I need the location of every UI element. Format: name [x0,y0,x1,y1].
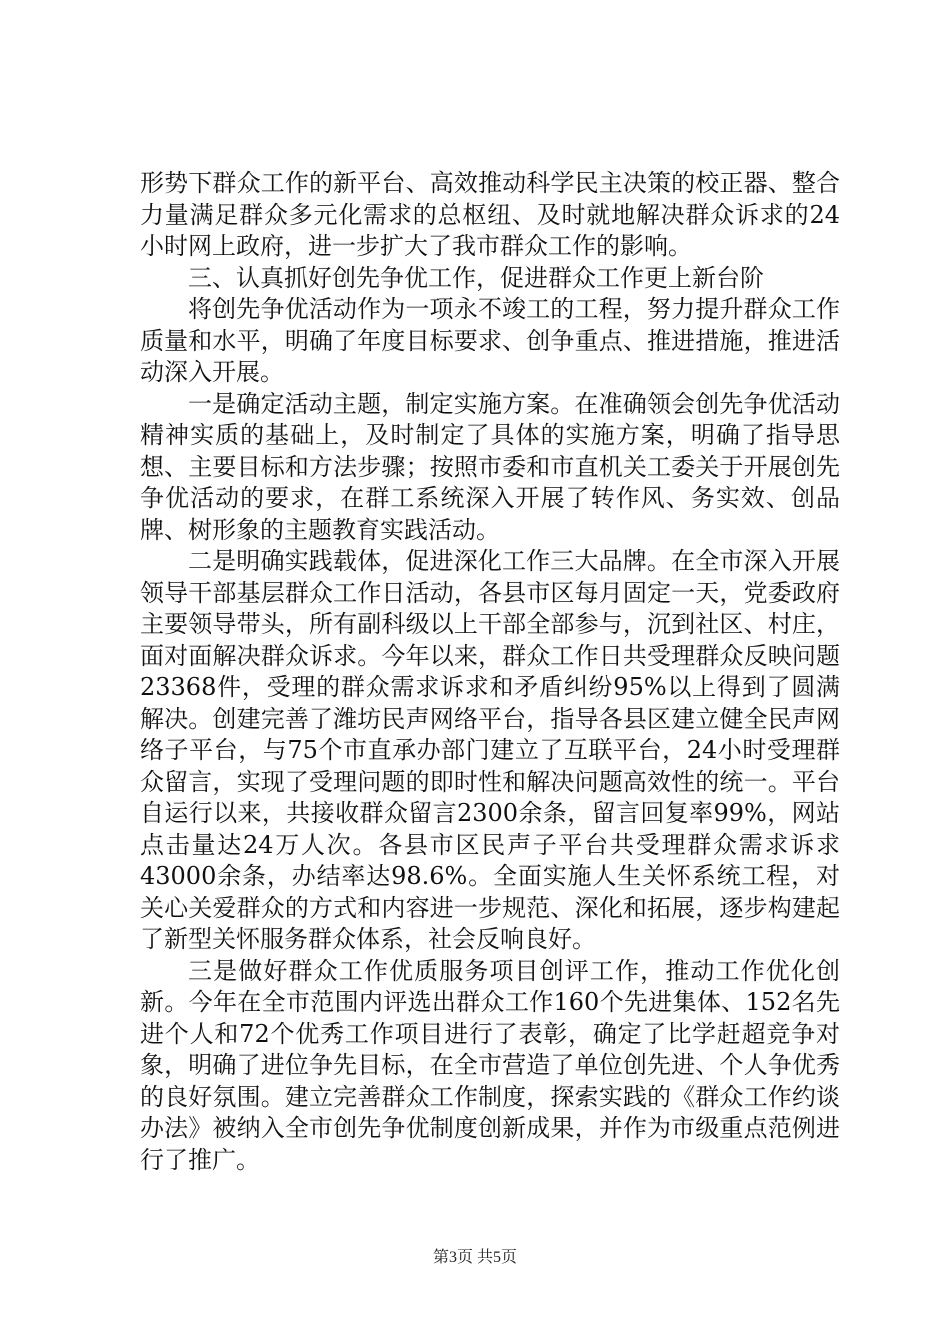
section-heading: 三、认真抓好创先争优工作，促进群众工作更上新台阶 [188,263,764,292]
paragraph-point-three: 三是做好群众工作优质服务项目创评工作，推动工作优化创新。今年在全市范围内评选出群众工作160个先进集体、152名先进个人和72个优秀工作项目进行了表彰，确定了比学赶超竞争对象，明确了进位争先目标，在全市营造了单位创先进、个人争优秀的良好氛围。建立完善群众工作制度，探索实践的《群众工作约谈办法》被纳入全市创先争优制度创新成果，并作为市级重点范例进行了推广。 [140,956,840,1174]
paragraph-point-one: 一是确定活动主题，制定实施方案。在准确领会创先争优活动精神实质的基础上，及时制定了具体的实施方案，明确了指导思想、主要目标和方法步骤；按照市委和市直机关工委关于开展创先争优活动的要求，在群工系统深入开展了转作风、务实效、创品牌、树形象的主题教育实践活动。 [140,389,840,544]
paragraph-intro: 将创先争优活动作为一项永不竣工的工程，努力提升群众工作质量和水平，明确了年度目标要求、创争重点、推进措施，推进活动深入开展。 [140,295,840,386]
paragraph-continuation: 形势下群众工作的新平台、高效推动科学民主决策的校正器、整合力量满足群众多元化需求的总枢纽、及时就地解决群众诉求的24小时网上政府，进一步扩大了我市群众工作的影响。 [140,169,840,260]
paragraph-point-two: 二是明确实践载体，促进深化工作三大品牌。在全市深入开展领导干部基层群众工作日活动，各县市区每月固定一天，党委政府主要领导带头，所有副科级以上干部全部参与，沉到社区、村庄，面对面解决群众诉求。今年以来，群众工作日共受理群众反映问题23368件，受理的群众需求诉求和矛盾纠纷95%以上得到了圆满解决。创建完善了潍坊民声网络平台，指导各县区建立健全民声网络子平台，与75个市直承办部门建立了互联平台，24小时受理群众留言，实现了受理问题的即时性和解决问题高效性的统一。平台自运行以来，共接收群众留言2300余条，留言回复率99%，网站点击量达24万人次。各县市区民声子平台共受理群众需求诉求43000余条，办结率达98.6%。全面实施人生关怀系统工程，对关心关爱群众的方式和内容进一步规范、深化和拓展，逐步构建起了新型关怀服务群众体系，社会反响良好。 [140,547,840,953]
page-number-footer: 第3页 共5页 [432,1249,517,1266]
document-body [140,168,840,1176]
